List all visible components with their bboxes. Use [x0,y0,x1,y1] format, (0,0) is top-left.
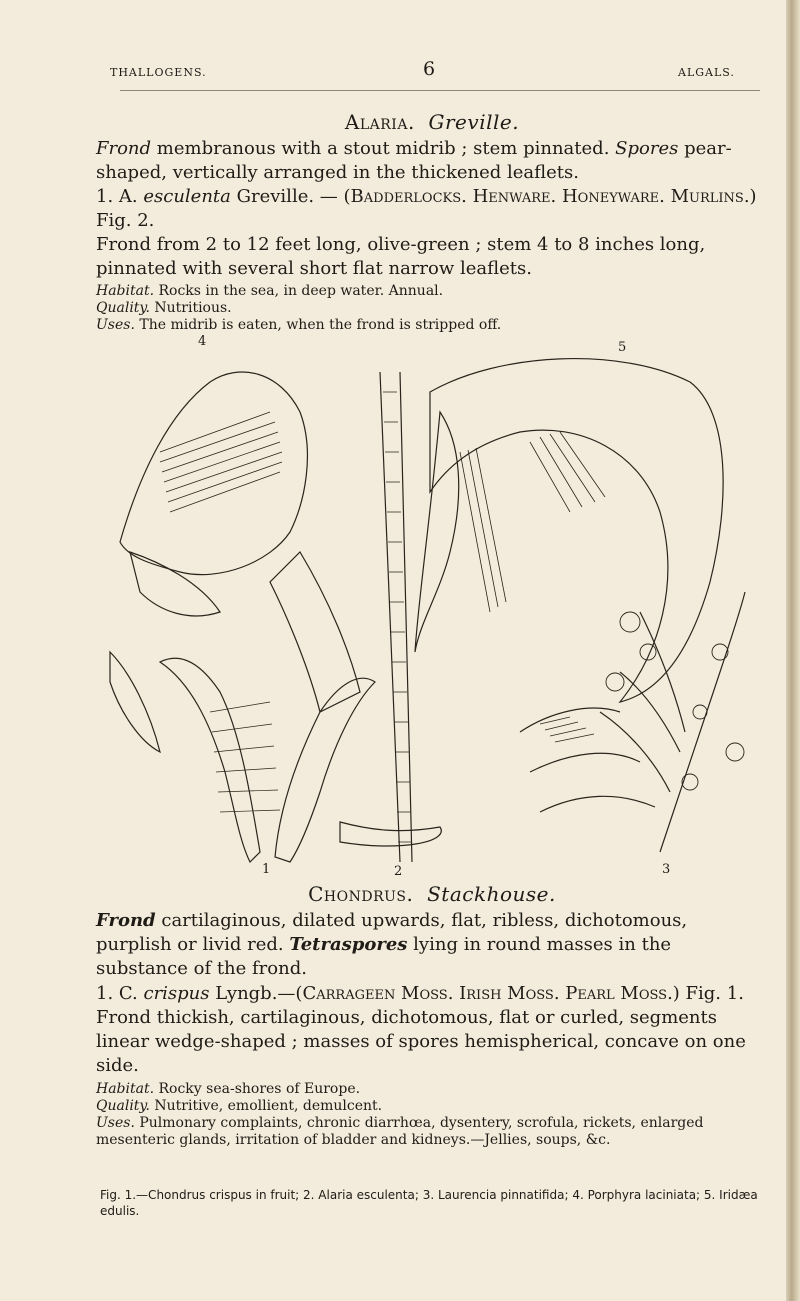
alaria-frond-detail: Frond from 2 to 12 feet long, olive-green ; stem 4 to 8 inches long, pinnated with several short flat narrow leaflets. [96,234,706,279]
alaria-common-names: Badderlocks. Henware. Honeyware. Murlins. [350,186,750,207]
alaria-spores-term: Spores [615,138,679,159]
chondrus-habitat-line [96,1081,768,1098]
alaria-spores-desc: pear-shaped, vertically arranged in the thickened leaflets. [96,138,732,183]
chondrus-heading [96,882,768,906]
alaria-uses-line [96,317,768,334]
chondrus-uses: Pulmonary complaints, chronic diarrhœa, dysentery, scrofula, rickets, enlarged mesenteric glands, irritation of bladder and kidneys.—Jellies, soups, &c. [96,1115,704,1148]
alaria-habitat-label: Habitat. [96,283,155,299]
alaria-species-num: 1. A. [96,186,138,207]
chondrus-fig-ref: ) Fig. 1. [672,983,744,1004]
porphyra-frond [120,372,307,575]
running-header [0,58,786,88]
chondrus-tetraspores-term: Tetraspores [289,934,408,955]
chondrus-genus: Chondrus. [308,882,414,906]
alaria-species [96,185,768,233]
chondrus-species [96,982,768,1006]
alaria-genus: Alaria. [344,110,415,134]
page-binding-edge [786,0,800,1301]
laurencia-frond [660,592,745,852]
alaria-uses-label: Uses. [96,317,135,333]
chondrus-notes [96,1081,768,1149]
figure-number-3: 3 [662,862,671,877]
chondrus-frond-desc: cartilaginous, dilated upwards, flat, ribless, dichotomous, purplish or livid red. [96,910,688,955]
chondrus-frond-term: Frond [96,910,156,931]
alaria-leaflets [270,552,360,712]
figure-number-2: 2 [394,864,403,879]
chondrus-quality: Nutritive, emollient, demulcent. [154,1098,383,1114]
chondrus-species-author: Lyngb.—( [215,983,303,1004]
chondrus-common-names: Carrageen Moss. Irish Moss. Pearl Moss. [302,983,673,1004]
alaria-species-name: esculenta [143,186,231,207]
alaria-quality: Nutritious. [154,300,232,316]
chondrus-habitat-label: Habitat. [96,1081,155,1097]
chondrus-habitat: Rocky sea-shores of Europe. [158,1081,361,1097]
header-right: ALGALS. [678,66,735,79]
alaria-uses: The midrib is eaten, when the frond is stripped off. [139,317,502,333]
alaria-fig-ref: ) Fig. 2. [96,186,757,231]
chondrus-tetraspores-desc: lying in round masses in the substance of the frond. [96,934,672,979]
alaria-notes [96,283,768,334]
chondrus-author: Stackhouse. [427,882,556,906]
chondrus-frond-detail: Frond thickish, cartilaginous, dichotomous, flat or curled, segments linear wedge-shaped ; masses of spores hemispherical, concave on one side. [96,1007,746,1076]
chondrus-frond [160,658,260,862]
figure-number-5: 5 [618,340,627,355]
alaria-stem [380,372,412,862]
header-rule [120,90,760,91]
figure-number-1: 1 [262,862,271,877]
alaria-author: Greville. [428,110,520,134]
alaria-habitat-line [96,283,768,300]
alaria-quality-label: Quality. [96,300,150,316]
alaria-description [96,137,768,185]
figure-number-4: 4 [198,334,207,349]
alaria-quality-line [96,300,768,317]
iridaea-frond [430,359,723,702]
chondrus-uses-label: Uses. [96,1115,135,1131]
chondrus-quality-label: Quality. [96,1098,150,1114]
chondrus-species-num: 1. C. [96,983,138,1004]
figure-caption: Fig. 1.—Chondrus crispus in fruit; 2. Alaria esculenta; 3. Laurencia pinnatifida; 4. Porphyra laciniata; 5. Iridæa edulis. [100,1188,758,1218]
alaria-heading [96,110,768,134]
header-left: THALLOGENS. [110,66,207,79]
page-number: 6 [423,58,436,80]
seaweed-illustration [100,352,760,866]
chondrus-uses-line [96,1115,768,1149]
chondrus-quality-line [96,1098,768,1115]
alaria-species-author: Greville. — ( [236,186,351,207]
alaria-frond-term: Frond [96,138,152,159]
chondrus-species-name: crispus [143,983,210,1004]
alaria-frond-desc: membranous with a stout midrib ; stem pinnated. [156,138,610,159]
alaria-habitat: Rocks in the sea, in deep water. Annual. [158,283,444,299]
chondrus-description [96,909,768,981]
